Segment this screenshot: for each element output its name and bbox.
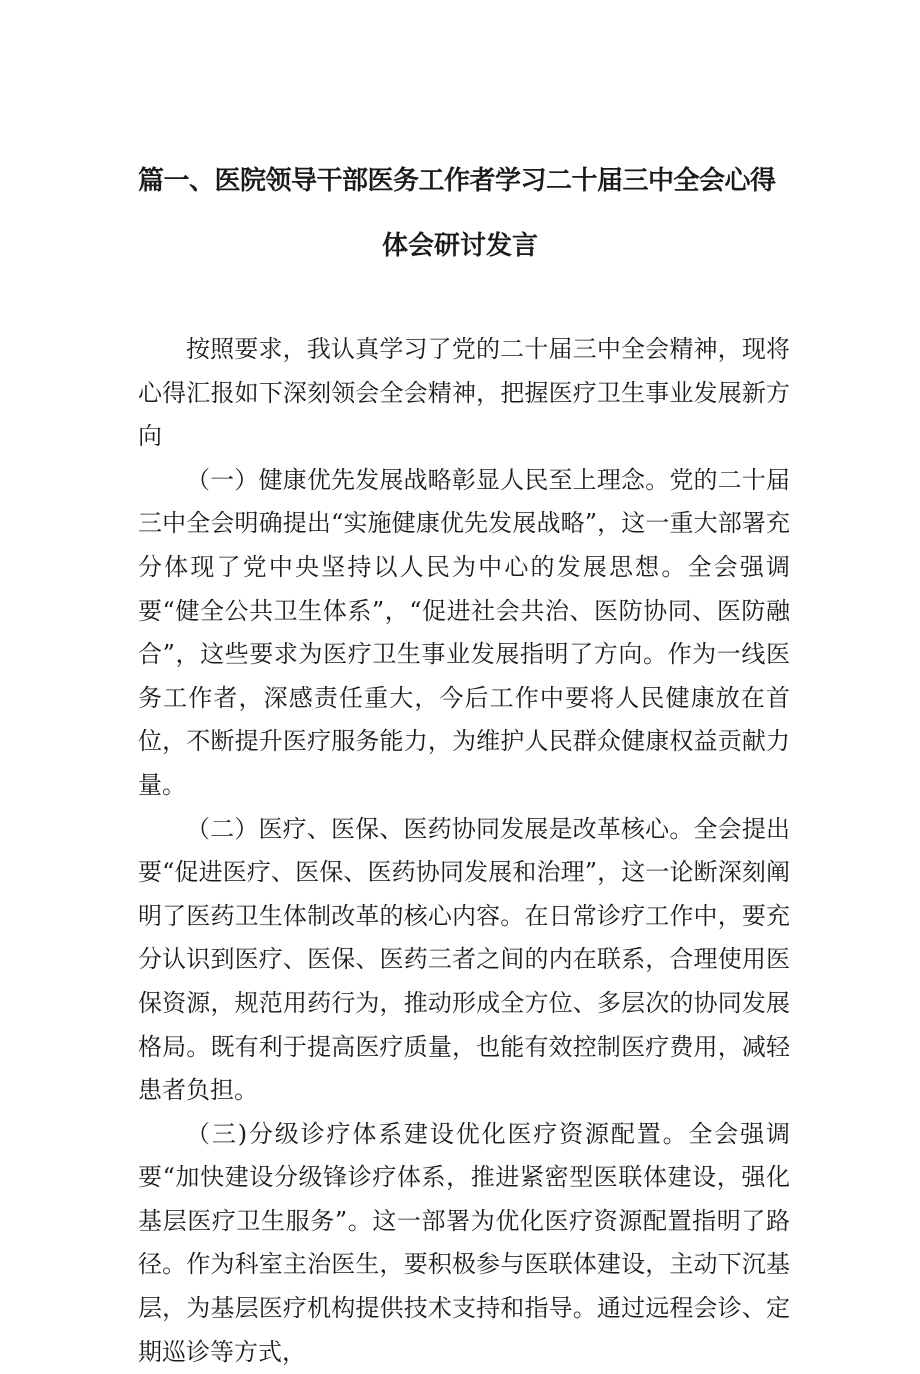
document-title-line-1: 篇一、医院领导干部医务工作者学习二十届三中全会心得 <box>138 166 776 196</box>
document-title-line-2: 体会研讨发言 <box>381 231 538 261</box>
paragraph-intro: 按照要求，我认真学习了党的二十届三中全会精神，现将心得汇报如下深刻领会全会精神，把握医疗卫生事业发展新方向 <box>138 335 790 451</box>
paragraph-section-1: （一）健康优先发展战略彰显人民至上理念。党的二十届三中全会明确提出“实施健康优先发展战略”，这一重大部署充分体现了党中央坚持以人民为中心的发展思想。全会强调要“健全公共卫生体系”，“促进社会共治、医防协同、医防融合”，这些要求为医疗卫生事业发展指明了方向。作为一线医务工作者，深感责任重大，今后工作中要将人民健康放在首位，不断提升医疗服务能力，为维护人民群众健康权益贡献力量。 <box>138 465 790 799</box>
paragraph-section-3: （三)分级诊疗体系建设优化医疗资源配置。全会强调要“加快建设分级锋诊疗体系，推进紧密型医联体建设，强化基层医疗卫生服务”。这一部署为优化医疗资源配置指明了路径。作为科室主治医生，要积极参与医联体建设，主动下沉基层，为基层医疗机构提供技术支持和指导。通过远程会诊、定期巡诊等方式， <box>138 1119 790 1366</box>
paragraph-section-2: （二）医疗、医保、医药协同发展是改革核心。全会提出要“促进医疗、医保、医药协同发展和治理”，这一论断深刻阐明了医药卫生体制改革的核心内容。在日常诊疗工作中，要充分认识到医疗、医保、医药三者之间的内在联系，合理使用医保资源，规范用药行为，推动形成全方位、多层次的协同发展格局。既有利于提高医疗质量，也能有效控制医疗费用，减轻患者负担。 <box>138 814 790 1105</box>
document-body <box>138 328 790 1374</box>
